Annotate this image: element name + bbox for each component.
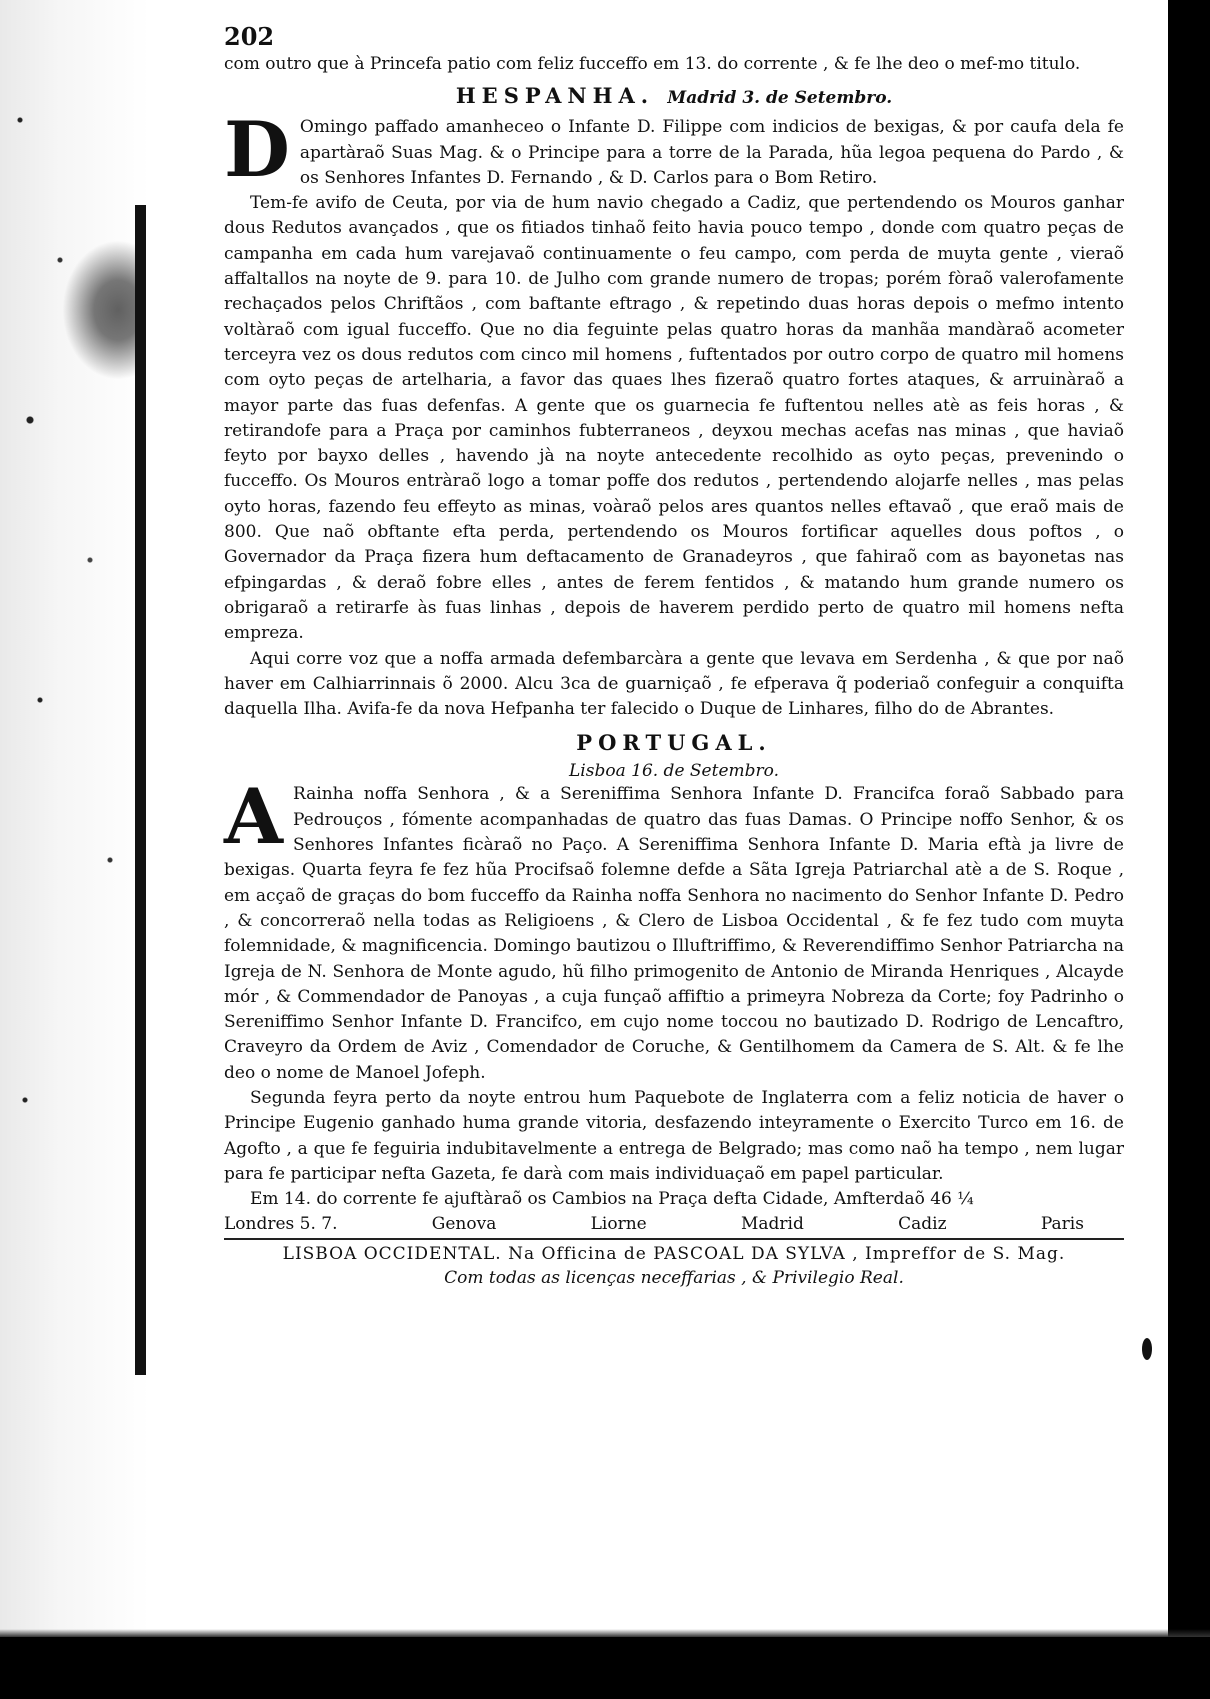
spain-paragraph-3: Aqui corre voz que a noffa armada defembarcàra a gente que levava em Serdenha , & que por naõ haver em Calhiarrinnais õ 2000. Alcu 3ca de guarniçaõ , fe efperava q̃ poderiaõ confeguir a conquifta daquella Ilha. Avifa-fe da nova Hefpanha ter falecido o Duque de Linhares, filho do de Abrantes. [224, 648, 1124, 720]
scan-right-border [1168, 0, 1210, 1640]
rate-paris: Paris [1040, 1214, 1084, 1235]
gazette-page [224, 22, 1124, 1290]
portugal-dropcap: A [224, 772, 283, 862]
imprint-privilege: Com todas as licenças neceffarias , & Privilegio Real. [444, 1268, 904, 1289]
scan-bottom-fade [0, 1629, 1210, 1637]
rate-london: Londres 5. 7. [224, 1214, 338, 1235]
spine-shadow [135, 205, 146, 1375]
rate-genova: Genova [431, 1214, 497, 1235]
ink-blot [1142, 1338, 1152, 1360]
spain-section [224, 105, 1124, 722]
spain-title: HESPANHA. [455, 83, 655, 109]
scan-bottom-border [0, 1637, 1210, 1699]
spain-paragraph-2: Tem-fe avifo de Ceuta, por via de hum navio chegado a Cadiz, que pertendendo os Mouros ganhar dous Redutos avançados , que os fitiados tinhaõ feito havia pouco tempo , donde com quatro peças de campanha em cada hum varejavaõ continuamente o feu campo, com perda de muyta gente , vieraõ affaltallos na noyte de 9. para 10. de Julho com grande numero de tropas; porém fòraõ valerofamente rechaçados pelos Chriftãos , com baftante eftrago , & repetindo duas horas depois o mefmo intento voltàraõ com igual fucceffo. Que no dia feguinte pelas quatro horas da manhãa mandàraõ acometer terceyra vez os dous redutos com cinco mil homens , fuftentados por outro corpo de quatro mil homens com oyto peças de artelharia, a favor das quaes lhes fizeraõ quatro fortes ataques, & arruinàraõ a mayor parte das fuas defenfas. A gente que os guarnecia fe fuftentou nelles atè as feis horas , & retirandofe para a Praça por caminhos fubterraneos , deyxou mechas acefas nas minas , que haviaõ feyto por bayxo delles , havendo jà na noyte antecedente recolhido as oyto peças, prevenindo o fucceffo. Os Mouros entràraõ logo a tomar poffe dos redutos , pertendendo alojarfe nelles , mas pelas oyto horas, fazendo feu effeyto as minas, voàraõ pelos ares quantos nelles eftavaõ , que eraõ mais de 800. Que naõ obftante efta perda, pertendendo os Mouros fortificar aquelles dous poftos , o Governador da Praça fizera hum deftacamento de Granadeyros , que fahiraõ com as bayonetas nas efpingardas , & deraõ fobre elles , antes de ferem fentidos , & matando hum grande numero os obrigaraõ a retirarfe às fuas linhas , depois de haverem perdido perto de quatro mil homens nefta empreza. [224, 193, 1124, 644]
portugal-heading: PORTUGAL. [576, 730, 772, 756]
portugal-section [224, 772, 1124, 1212]
portugal-paragraph-1: Rainha noffa Senhora , & a Sereniffima Senhora Infante D. Francifca foraõ Sabbado para Pedrouços , fómente acompanhadas de quatro das fuas Damas. O Principe noffo Senhor, & os Senhores Infantes ficàraõ no Paço. A Sereniffima Senhora Infante D. Maria eftà ja livre de bexigas. Quarta feyra fe fez hũa Procifsaõ folemne defde a Sãta Igreja Patriarchal atè a de S. Roque , em acçaõ de graças do bom fucceffo da Rainha noffa Senhora no nacimento do Senhor Infante D. Pedro , & concorreraõ nella todas as Religioens , & Clero de Lisboa Occidental , & fe fez tudo com muyta folemnidade, & magnificencia. Domingo bautizou o Illuftriffimo, & Reverendiffimo Senhor Patriarcha na Igreja de N. Senhora de Monte agudo, hũ filho primogenito de Antonio de Miranda Henriques , Alcayde mór , & Commendador de Panoyas , a cuja funçaõ affiftio a primeyra Nobreza da Corte; foy Padrinho o Sereniffimo Senhor Infante D. Francifco, em cujo nome toccou no bautizado D. Rodrigo de Lencaftro, Craveyro da Ordem de Aviz , Comendador de Coruche, & Gentilhomem da Camera de S. Alt. & fe lhe deo o nome de Manoel Jofeph. [224, 784, 1124, 1083]
portugal-paragraph-2: Segunda feyra perto da noyte entrou hum Paquebote de Inglaterra com a feliz noticia de haver o Principe Eugenio ganhado huma grande vitoria, desfazendo inteyramente o Exercito Turco em 16. de Agofto , a que fe feguiria indubitavelmente a entrega de Belgrado; mas como naõ ha tempo , nem lugar para fe participar nefta Gazeta, fe darà com mais individuaçaõ em papel particular. [224, 1087, 1124, 1184]
portugal-dateline: Lisboa 16. de Setembro. [569, 761, 779, 782]
opening-paragraph: com outro que à Princefa patio com feliz fucceffo em 13. do corrente , & fe lhe deo o mef-mo titulo. [224, 54, 1081, 74]
imprint-line: LISBOA OCCIDENTAL. Na Officina de PASCOAL DA SYLVA , Impreffor de S. Mag. [282, 1244, 1066, 1265]
spain-heading [224, 79, 1124, 115]
spain-dateline: Madrid 3. de Setembro. [667, 88, 893, 109]
spine-smudge [62, 240, 142, 380]
spain-paragraph-1: Omingo paffado amanheceo o Infante D. Filippe com indicios de bexigas, & por caufa dela fe apartàraõ Suas Mag. & o Principe para a torre de la Parada, hũa legoa pequena do Pardo , & os Senhores Infantes D. Fernando , & D. Carlos para o Bom Retiro. [299, 117, 1124, 188]
page-number: 202 [224, 22, 275, 51]
portugal-paragraph-3: Em 14. do corrente fe ajuftàraõ os Cambios na Praça defta Cidade, Amfterdaõ 46 ¼ [250, 1189, 974, 1210]
exchange-rates-row [224, 1212, 1124, 1236]
imprint-rule [224, 1238, 1124, 1240]
rate-liorne: Liorne [590, 1214, 647, 1235]
rate-cadiz: Cadiz [898, 1214, 947, 1235]
rate-madrid: Madrid [741, 1214, 804, 1235]
spain-dropcap: D [224, 105, 290, 195]
